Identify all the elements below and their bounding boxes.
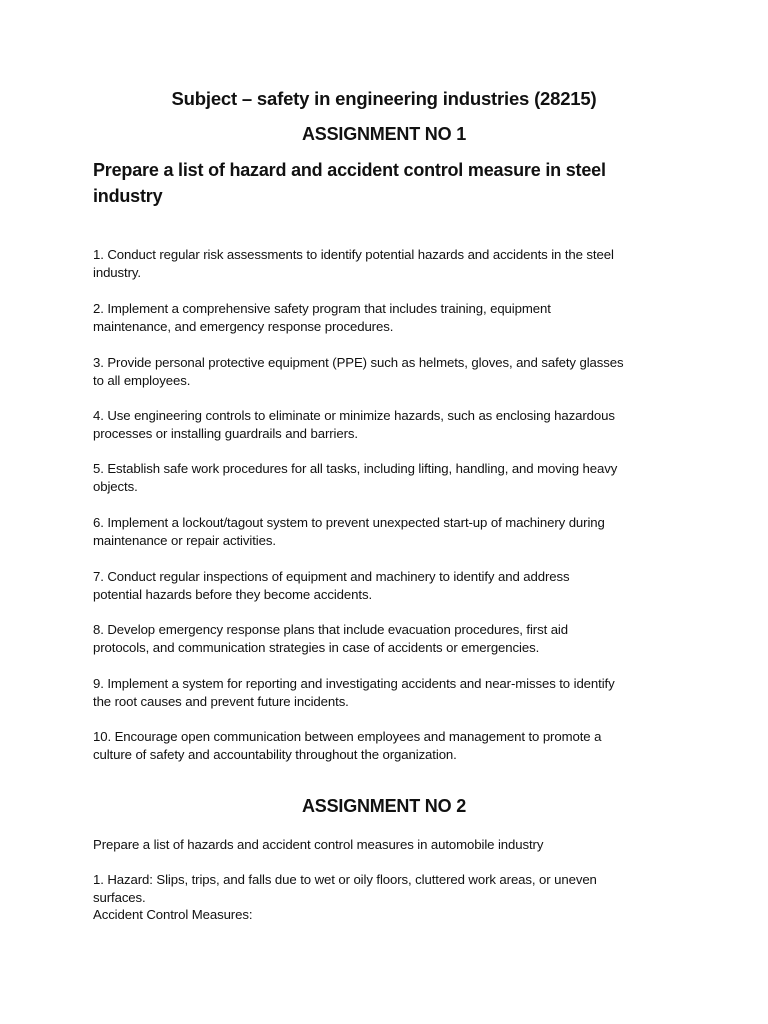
hazard-line: surfaces. <box>93 889 146 905</box>
list-item-5 <box>93 460 683 495</box>
list-item-line: 5. Establish safe work procedures for all tasks, including lifting, handling, and moving heavy <box>93 461 618 476</box>
assignment-2-task <box>93 836 683 854</box>
assignment-1-task-line: industry <box>93 186 163 206</box>
list-item-line: maintenance, and emergency response procedures. <box>93 318 394 334</box>
list-item-line: processes or installing guardrails and barriers. <box>93 425 358 441</box>
list-item-6 <box>93 514 683 549</box>
list-item-line: culture of safety and accountability throughout the organization. <box>93 746 457 762</box>
hazard-line: 1. Hazard: Slips, trips, and falls due to wet or oily floors, cluttered work areas, or uneven <box>93 872 597 887</box>
list-item-line: 4. Use engineering controls to eliminate or minimize hazards, such as enclosing hazardous <box>93 408 615 423</box>
list-item-10 <box>93 728 683 763</box>
list-item-line: 2. Implement a comprehensive safety program that includes training, equipment <box>93 301 551 316</box>
list-item-3 <box>93 354 683 389</box>
list-item-7 <box>93 568 683 603</box>
list-item-line: objects. <box>93 478 138 494</box>
list-item-4 <box>93 407 683 442</box>
list-item-line: 1. Conduct regular risk assessments to identify potential hazards and accidents in the steel <box>93 247 614 262</box>
hazard-line: Accident Control Measures: <box>93 907 253 922</box>
list-item-line: the root causes and prevent future incidents. <box>93 693 349 709</box>
list-item-line: potential hazards before they become accidents. <box>93 586 373 602</box>
list-item-9 <box>93 675 683 710</box>
assignment-2-task-line: Prepare a list of hazards and accident control measures in automobile industry <box>93 837 544 852</box>
list-item-line: protocols, and communication strategies in case of accidents or emergencies. <box>93 639 540 655</box>
list-item-line: maintenance or repair activities. <box>93 532 276 548</box>
list-item-8 <box>93 621 683 656</box>
list-item-line: 9. Implement a system for reporting and investigating accidents and near-misses to identify <box>93 676 615 691</box>
list-item-line: 7. Conduct regular inspections of equipment and machinery to identify and address <box>93 569 570 584</box>
assignment-1-task-line: Prepare a list of hazard and accident control measure in steel <box>93 160 606 180</box>
list-item-2 <box>93 300 683 335</box>
hazard-1 <box>93 871 683 924</box>
list-item-line: 10. Encourage open communication between employees and management to promote a <box>93 729 602 744</box>
list-item-line: 3. Provide personal protective equipment (PPE) such as helmets, gloves, and safety glasses <box>93 355 624 370</box>
subject-title: Subject – safety in engineering industries (28215) <box>171 88 597 109</box>
list-item-line: 6. Implement a lockout/tagout system to prevent unexpected start-up of machinery during <box>93 515 605 530</box>
list-item-line: industry. <box>93 264 141 280</box>
assignment-1-heading: ASSIGNMENT NO 1 <box>301 124 467 144</box>
list-item-1 <box>93 246 683 281</box>
list-item-line: to all employees. <box>93 372 191 388</box>
assignment-2-heading: ASSIGNMENT NO 2 <box>301 796 467 816</box>
list-item-line: 8. Develop emergency response plans that include evacuation procedures, first aid <box>93 622 568 637</box>
assignment-1-task <box>93 157 683 209</box>
